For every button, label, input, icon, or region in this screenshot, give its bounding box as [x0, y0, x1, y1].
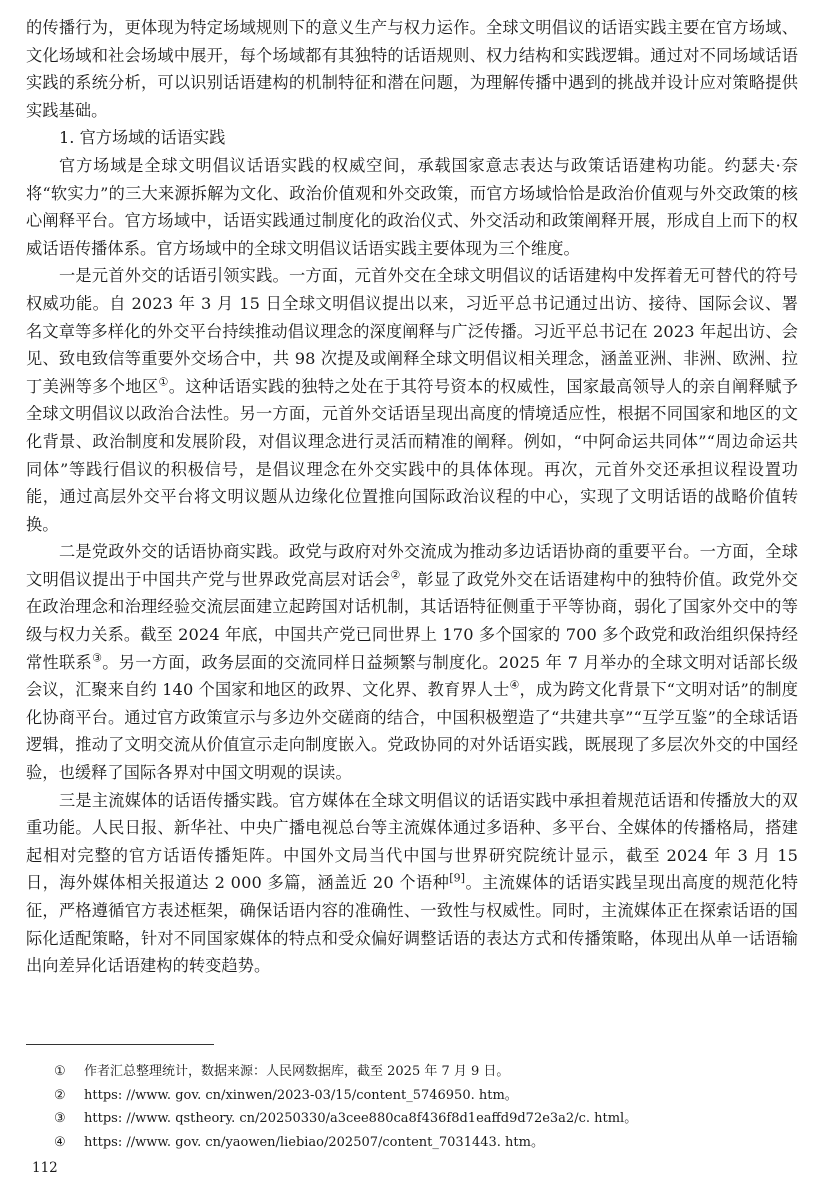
paragraph-mainstream-media	[26, 787, 798, 980]
footnote-1	[54, 1060, 794, 1084]
page-number: 112	[32, 1160, 58, 1176]
footnote-4	[54, 1131, 794, 1155]
footnote-mark: ③	[54, 1111, 66, 1126]
footnote-ref-3[interactable]: ③	[92, 651, 103, 665]
footnote-3	[54, 1107, 794, 1131]
text-segment: 。这种话语实践的独特之处在于其符号资本的权威性，国家最高领导人的亲自阐释赋予全球文明倡议以政治合法性。另一方面，元首外交话语呈现出高度的情境适应性，根据不同国家和地区的文化背景、政治制度和发展阶段，对倡议理念进行灵活而精准的阐释。例如，“中阿命运共同体”“周边命运共同体”等践行倡议的积极信号，是倡议理念在外交实践中的具体体现。再次，元首外交还承担议程设置功能，通过高层外交平台将文明议题从边缘化位置推向国际政治议程的中心，实现了文明话语的战略价值转换。	[26, 376, 798, 534]
footnote-ref-2[interactable]: ②	[390, 568, 401, 582]
text-segment: ，彰显了政党外交在话语建构中的独特价值。政党外交在政治理念和治理经验交流层面建立起跨国对话机制，其话语特征侧重于平等协商，弱化了国家外交中的等级与权力关系。截至 2024 年底，中国共产党已同世界上 170 多个国家的 700 多个政党和政治组织保持经常性联系	[26, 569, 798, 672]
paragraph-official-field: 官方场域是全球文明倡议话语实践的权威空间，承载国家意志表达与政策话语建构功能。约瑟夫·奈将“软实力”的三大来源拆解为文化、政治价值观和外交政策，而官方场域恰恰是政治价值观与外交政策的核心阐释平台。官方场域中，话语实践通过制度化的政治仪式、外交活动和政策阐释开展，形成自上而下的权威话语传播体系。官方场域中的全球文明倡议话语实践主要体现为三个维度。	[26, 155, 798, 258]
text-segment: 。主流媒体的话语实践呈现出高度的规范化特征，严格遵循官方表述框架，确保话语内容的准确性、一致性与权威性。同时，主流媒体正在探索话语的国际化适配策略，针对不同国家媒体的特点和受众偏好调整话语的表达方式和传播策略，体现出从单一话语输出向差异化话语建构的转变趋势。	[26, 873, 798, 976]
footnote-divider	[26, 1044, 214, 1045]
paragraph-head-of-state-diplomacy	[26, 262, 798, 538]
text-segment: 二是党政外交的话语协商实践。政党与政府对外交流成为推动多边话语协商的重要平台。一方面，全球文明倡议提出于中国共产党与世界政党高层对话会	[26, 542, 798, 589]
paragraph-party-diplomacy	[26, 538, 798, 786]
footnote-mark: ②	[54, 1087, 66, 1103]
footnote-link[interactable]: https: //www. gov. cn/yaowen/liebiao/202507/content_7031443. htm。	[84, 1134, 544, 1150]
footnote-mark: ④	[54, 1134, 66, 1150]
footnote-ref-4[interactable]: ④	[509, 678, 520, 692]
footnote-text: 作者汇总整理统计，数据来源：人民网数据库，截至 2025 年 7 月 9 日。	[84, 1064, 510, 1079]
footnotes	[54, 1060, 794, 1154]
section-heading: 1. 官方场域的话语实践	[59, 128, 226, 148]
citation-ref-9[interactable]: [9]	[449, 872, 466, 886]
footnote-mark: ①	[54, 1064, 66, 1079]
text-segment: 三是主流媒体的话语传播实践。官方媒体在全球文明倡议的话语实践中承担着规范话语和传播放大的双重功能。人民日报、新华社、中央广播电视总台等主流媒体通过多语种、多平台、全媒体的传播格局，搭建起相对完整的官方话语传播矩阵。中国外文局当代中国与世界研究院统计显示，截至 2024 年 3 月 15 日，海外媒体相关报道达 2 000 多篇，涵盖近 20 个语种	[26, 790, 798, 893]
footnote-link[interactable]: https: //www. qstheory. cn/20250330/a3cee880ca8f436f8d1eaffd9d72e3a2/c. html。	[84, 1111, 638, 1126]
text-segment: ，成为跨文化背景下“文明对话”的制度化协商平台。通过官方政策宣示与多边外交磋商的结合，中国积极塑造了“共建共享”“互学互鉴”的全球话语逻辑，推动了文明交流从价值宣示走向制度嵌入。党政协同的对外话语实践，既展现了多层次外交的中国经验，也缓释了国际各界对中国文明观的误读。	[26, 680, 798, 783]
footnote-2	[54, 1084, 794, 1108]
text-segment: 。另一方面，政务层面的交流同样日益频繁与制度化。2025 年 7 月举办的全球文明对话部长级会议，汇聚来自约 140 个国家和地区的政界、文化界、教育界人士	[26, 652, 799, 700]
footnote-ref-1[interactable]: ①	[158, 375, 169, 389]
footnote-link[interactable]: https: //www. gov. cn/xinwen/2023-03/15/content_5746950. htm。	[84, 1087, 518, 1103]
text-segment: 一是元首外交的话语引领实践。一方面，元首外交在全球文明倡议的话语建构中发挥着无可替代的符号权威功能。自 2023 年 3 月 15 日全球文明倡议提出以来，习近平总书记通过出访、接待、国际会议、署名文章等多样化的外交平台持续推动倡议理念的深度阐释与广泛传播。习近平总书记在 2023 年起出访、会见、致电致信等重要外交场合中，共 98 次提及或阐释全球文明倡议相关理念，涵盖亚洲、非洲、欧洲、拉丁美洲等多个地区	[26, 266, 798, 396]
page-body	[26, 14, 798, 980]
paragraph-intro: 的传播行为，更体现为特定场域规则下的意义生产与权力运作。全球文明倡议的话语实践主要在官方场域、文化场域和社会场域中展开，每个场域都有其独特的话语规则、权力结构和实践逻辑。通过对不同场域话语实践的系统分析，可以识别话语建构的机制特征和潜在问题，为理解传播中遇到的挑战并设计应对策略提供实践基础。	[26, 18, 798, 120]
